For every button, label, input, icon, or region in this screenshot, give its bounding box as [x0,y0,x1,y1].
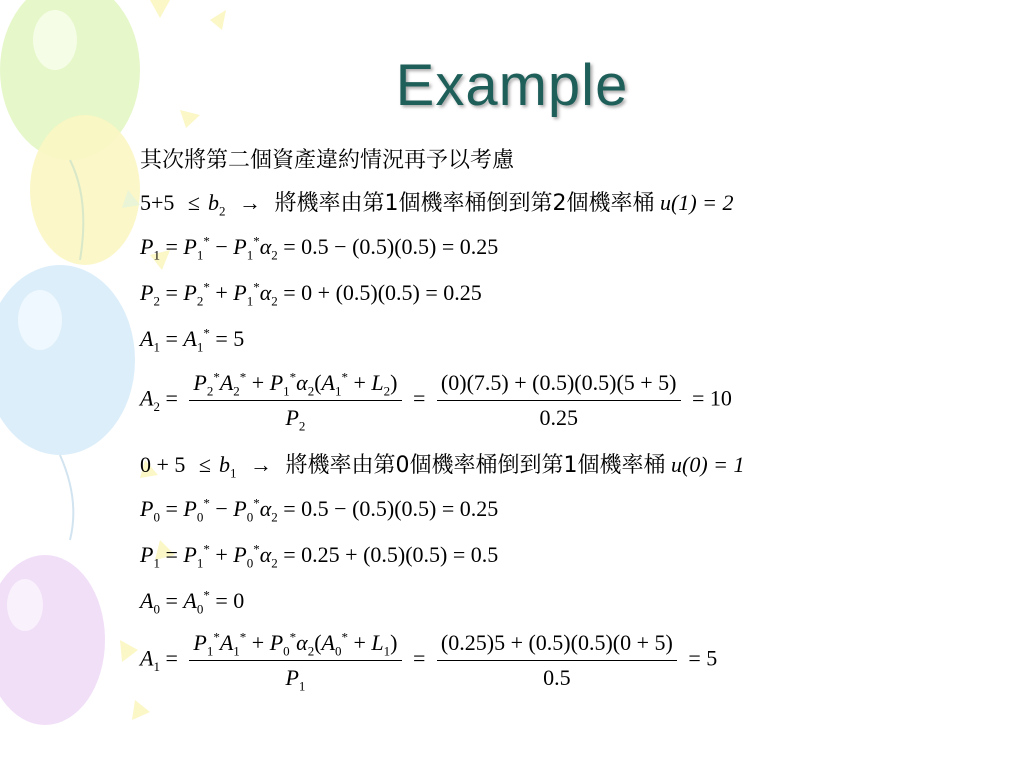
eq4-rhs: = 5 [215,326,245,351]
equation-line-3: $P_2 = P_2^* + P_1^*\alpha_2 = 0 + (0.5)(0.5) = 0.25$ [140,279,482,309]
equation-line-5: $A_2$ = $\frac{P_2^*A_2^* + P_1^*\alpha_2(A_1^* + L_2)}{P_2}$ = $\frac{(0)(7.5) + (0.5)(0.5)(5 + 5)}{0.25}$ = 10 [140,369,732,434]
eq10-symbolic-fraction: $\frac{P_1^*A_1^* + P_0^*\alpha_2(A_0^* + L_1)}{P_1}$ [189,628,401,693]
note-bucket-0-to-1: 將機率由第0個機率桶倒到第1個機率桶 [285,453,666,478]
equation-line-6: $0 + 5 \le b_1$ → 將機率由第0個機率桶倒到第1個機率桶 u(0) = 1 [140,452,745,481]
equation-line-10: $A_1$ = $\frac{P_1^*A_1^* + P_0^*\alpha_2(A_0^* + L_1)}{P_1}$ = $\frac{(0.25)5 + (0.5)(0.5)(0 + 5)}{0.5}$ = 5 [140,629,718,694]
eq5-result: = 10 [692,385,732,411]
eq6-left: 0 + 5 [140,452,186,477]
eq8-rhs: = 0.25 + (0.5)(0.5) = 0.5 [283,542,499,567]
equation-line-2: $P_1 = P_1^* - P_1^*\alpha_2 = 0.5 - (0.5)(0.5) = 0.25$ [140,233,499,263]
eq2-rhs: = 0.5 − (0.5)(0.5) = 0.25 [283,234,499,259]
eq5-denominator: 0.25 [437,400,681,433]
eq10-numerator: (0.25)5 + (0.5)(0.5)(0 + 5) [440,630,673,655]
equation-line-1: $5+5 \le b_2$ → 將機率由第1個機率桶倒到第2個機率桶 u(1) = 2 [140,190,734,219]
intro-text: 其次將第二個資產違約情況再予以考慮 [140,148,515,173]
equation-line-9: $A_0 = A_0^* = 0$ [140,587,245,617]
equation-line-7: $P_0 = P_0^* - P_0^*\alpha_2 = 0.5 - (0.5)(0.5) = 0.25$ [140,495,499,525]
eq10-result: = 5 [688,645,718,671]
eq5-numerator: (0)(7.5) + (0.5)(0.5)(5 + 5) [440,370,677,395]
eq10-denominator: 0.5 [437,660,677,693]
note-bucket-1-to-2: 將機率由第1個機率桶倒到第2個機率桶 [274,191,655,216]
eq5-numeric-fraction [437,368,681,433]
equation-line-8: $P_1 = P_1^* + P_0^*\alpha_2 = 0.25 + (0.5)(0.5) = 0.5$ [140,541,499,571]
eq9-rhs: = 0 [215,588,245,613]
eq3-rhs: = 0 + (0.5)(0.5) = 0.25 [283,280,482,305]
eq1-left: 5+5 [140,190,175,215]
slide-title: Example [395,53,629,118]
eq7-rhs: = 0.5 − (0.5)(0.5) = 0.25 [283,496,499,521]
eq1-u: u(1) = 2 [660,190,734,215]
eq5-symbolic-fraction: $\frac{P_2^*A_2^* + P_1^*\alpha_2(A_1^* + L_2)}{P_2}$ [189,368,401,433]
equation-line-4: $A_1 = A_1^* = 5$ [140,325,245,355]
eq10-numeric-fraction [437,628,677,693]
eq6-u: u(0) = 1 [671,452,745,477]
